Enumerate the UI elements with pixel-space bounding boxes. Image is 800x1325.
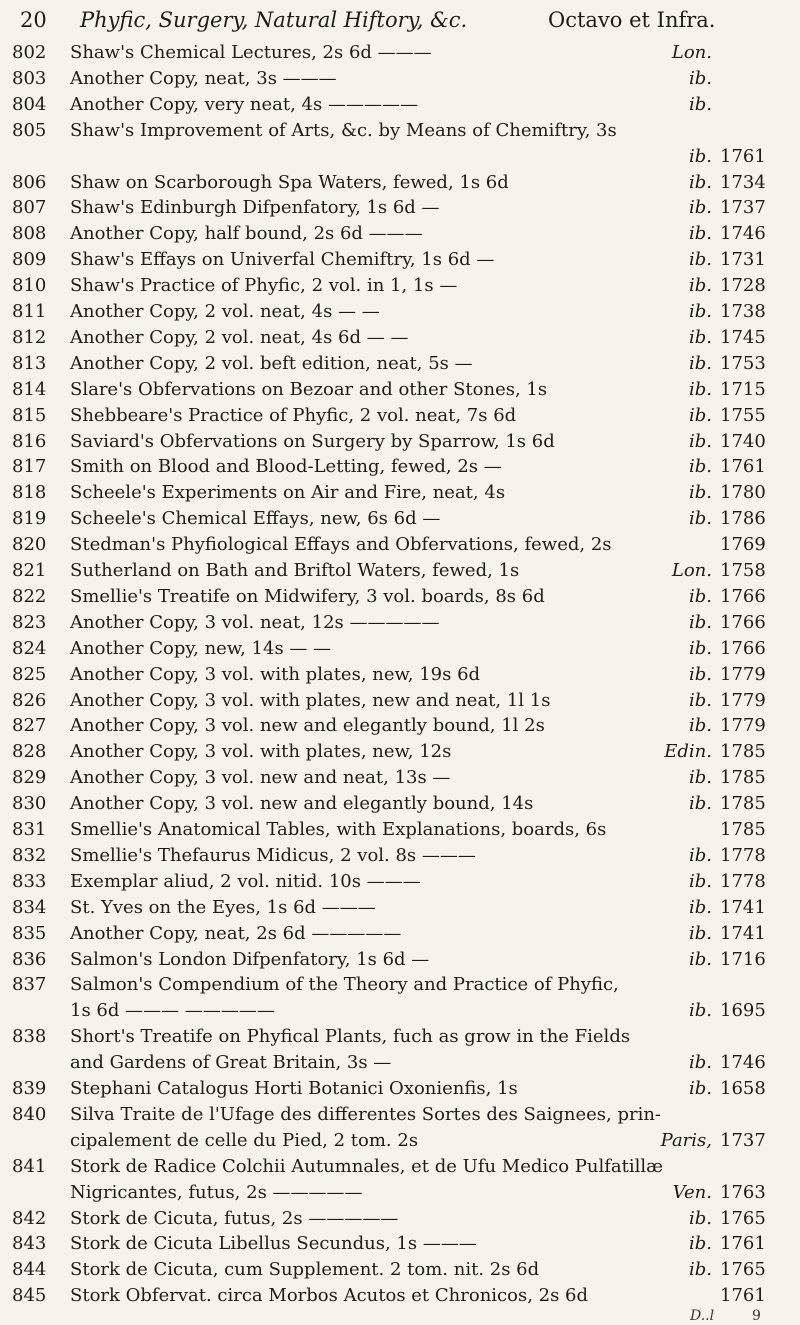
entry-year: 1746: [720, 1052, 766, 1074]
catalogue-entry: [0, 947, 800, 973]
entry-number: 828: [12, 741, 47, 763]
entry-text: Shaw's Improvement of Arts, &c. by Means of Chemiftry, 3s: [70, 119, 617, 141]
entry-place: Lon.: [671, 560, 712, 581]
entry-text: Stedman's Phyfiological Effays and Obfervations, fewed, 2s: [70, 534, 612, 556]
entry-text: Scheele's Experiments on Air and Fire, neat, 4s: [70, 482, 506, 504]
signature-mark: 9: [752, 1308, 761, 1324]
entry-place: ib.: [688, 663, 712, 685]
entry-year: 1745: [720, 326, 766, 348]
catalogue-entry: [0, 118, 800, 144]
entry-text: Another Copy, 3 vol. with plates, new, 19s 6d: [70, 663, 481, 685]
page-header: [0, 0, 800, 40]
entry-year: 1761: [720, 1285, 766, 1307]
catalogue-entry: [0, 921, 800, 947]
entry-place: ib.: [688, 1233, 712, 1255]
catalogue-entry: [0, 1283, 800, 1309]
catalogue-entry: [0, 532, 800, 558]
entry-number: 840: [12, 1103, 47, 1125]
entry-text: Smellie's Thefaurus Midicus, 2 vol. 8s ———: [70, 844, 476, 866]
entry-place: ib.: [688, 456, 712, 478]
entry-year: 1741: [720, 922, 766, 944]
catalogue-entry: [0, 817, 800, 843]
entry-number: 845: [12, 1285, 47, 1307]
entry-number: 823: [12, 611, 47, 633]
running-title: Phyfic, Surgery, Natural Hiftory, &c.: [80, 8, 468, 32]
entry-place: Lon.: [671, 42, 712, 63]
catalogue-entry: [0, 1102, 800, 1128]
entry-place: ib.: [688, 689, 712, 711]
entry-number: 830: [12, 793, 47, 815]
catalogue-entry: [0, 247, 800, 273]
catalogue-entry: [0, 273, 800, 299]
entry-year: 1758: [720, 560, 766, 581]
entry-text: Shaw on Scarborough Spa Waters, fewed, 1s 6d: [70, 171, 509, 193]
entry-text: Stork Obfervat. circa Morbos Acutos et Chronicos, 2s 6d: [70, 1285, 589, 1307]
entry-year: 1738: [720, 301, 766, 322]
catalogue-entry: [0, 325, 800, 351]
catchword: D..l: [690, 1308, 715, 1324]
entry-number: 838: [12, 1026, 47, 1048]
catalogue-entry: [0, 221, 800, 247]
entry-number: 825: [12, 663, 47, 685]
entry-text: Stork de Radice Colchii Autumnales, et de Ufu Medico Pulfatillæ: [70, 1155, 664, 1177]
entry-place: ib.: [688, 1052, 712, 1074]
entry-place: ib.: [688, 585, 712, 607]
entry-year: 1753: [720, 352, 766, 374]
entry-text: Shaw's Chemical Lectures, 2s 6d ———: [70, 42, 432, 63]
entry-year: 1778: [720, 870, 766, 892]
entry-number: 829: [12, 767, 47, 789]
catalogue-entry: [0, 144, 800, 170]
catalogue-entry: [0, 1128, 800, 1154]
entry-number: 818: [12, 482, 47, 504]
entry-number: 809: [12, 249, 47, 271]
entry-year: 1734: [720, 171, 766, 193]
catalogue-entry: [0, 429, 800, 455]
entry-year: 1785: [720, 793, 766, 815]
entry-text: Sutherland on Bath and Briftol Waters, fewed, 1s: [70, 560, 520, 581]
catalogue-entry: [0, 1154, 800, 1180]
catalogue-entry: [0, 1206, 800, 1232]
catalogue-entry: [0, 454, 800, 480]
entry-text: Another Copy, half bound, 2s 6d ———: [70, 223, 423, 245]
entry-place: ib.: [688, 793, 712, 815]
entry-text: Salmon's London Difpenfatory, 1s 6d —: [70, 948, 430, 970]
entry-year: 1755: [720, 404, 766, 426]
entry-year: 1746: [720, 223, 766, 245]
catalogue-entry: [0, 1024, 800, 1050]
catalogue-entry: [0, 1257, 800, 1283]
entry-place: Ven.: [672, 1181, 712, 1203]
entry-number: 806: [12, 171, 47, 193]
entry-place: ib.: [688, 844, 712, 866]
catalogue-entry: [0, 66, 800, 92]
entry-place: ib.: [688, 1207, 712, 1229]
entry-place: Paris,: [660, 1129, 712, 1151]
entry-place: ib.: [688, 1000, 712, 1022]
catalogue-entry: [0, 972, 800, 998]
entry-place: ib.: [688, 145, 712, 167]
entry-number: 815: [12, 404, 47, 426]
entry-number: 808: [12, 223, 47, 245]
entry-place: ib.: [688, 171, 712, 193]
entry-place: ib.: [688, 1078, 712, 1099]
entry-year: 1728: [720, 275, 766, 297]
catalogue-entry: [0, 195, 800, 221]
catalogue-entry: [0, 1050, 800, 1076]
entry-number: 805: [12, 119, 47, 141]
entry-number: 833: [12, 870, 47, 892]
entry-year: 1765: [720, 1207, 766, 1229]
entry-text: Slare's Obfervations on Bezoar and other Stones, 1s: [70, 378, 548, 400]
entry-text: Shaw's Effays on Univerfal Chemiftry, 1s 6d —: [70, 249, 495, 271]
entry-text: St. Yves on the Eyes, 1s 6d ———: [70, 896, 376, 918]
entry-text: Saviard's Obfervations on Surgery by Sparrow, 1s 6d: [70, 430, 555, 452]
entry-number: 843: [12, 1233, 47, 1255]
entry-place: ib.: [688, 352, 712, 374]
entry-text: and Gardens of Great Britain, 3s —: [70, 1052, 392, 1074]
entry-number: 803: [12, 67, 47, 89]
entry-text: Another Copy, neat, 3s ———: [70, 67, 337, 89]
catalogue-entry: [0, 480, 800, 506]
entry-text: Another Copy, neat, 2s 6d —————: [70, 922, 402, 944]
entry-year: 1741: [720, 896, 766, 918]
entry-number: 831: [12, 819, 47, 840]
entry-year: 1786: [720, 508, 766, 530]
entry-place: ib.: [688, 482, 712, 504]
entry-number: 832: [12, 844, 47, 866]
entry-place: ib.: [688, 430, 712, 452]
entry-number: 804: [12, 93, 47, 115]
entry-text: Short's Treatife on Phyfical Plants, fuch as grow in the Fields: [70, 1026, 631, 1048]
entry-year: 1779: [720, 663, 766, 685]
entry-year: 1737: [720, 197, 766, 219]
entry-number: 811: [12, 301, 47, 322]
entry-text: Smith on Blood and Blood-Letting, fewed, 2s —: [70, 456, 502, 478]
entry-place: ib.: [688, 922, 712, 944]
entry-year: 1715: [720, 378, 766, 400]
entry-text: Another Copy, 2 vol. neat, 4s 6d — —: [70, 326, 409, 348]
entry-year: 1780: [720, 482, 766, 504]
entry-year: 1716: [720, 948, 766, 970]
entry-text: Another Copy, 3 vol. new and neat, 13s —: [70, 767, 451, 789]
entry-place: ib.: [688, 275, 712, 297]
entry-year: 1779: [720, 715, 766, 737]
catalogue-entry: [0, 40, 800, 66]
entry-text: Another Copy, 3 vol. with plates, new and neat, 1l 1s: [70, 689, 551, 711]
entry-text: Another Copy, 3 vol. neat, 12s —————: [70, 611, 440, 633]
entry-number: 810: [12, 275, 47, 297]
entry-year: 1769: [720, 534, 766, 556]
catalogue-entry: [0, 739, 800, 765]
entry-year: 1766: [720, 585, 766, 607]
catalogue-entry: [0, 558, 800, 584]
page-number: 20: [20, 8, 47, 32]
entry-year: 1779: [720, 689, 766, 711]
entry-year: 1766: [720, 637, 766, 659]
entry-number: 837: [12, 974, 47, 996]
entry-text: Another Copy, 2 vol. beft edition, neat, 5s —: [70, 352, 473, 374]
entry-text: Salmon's Compendium of the Theory and Practice of Phyfic,: [70, 974, 619, 996]
entry-number: 817: [12, 456, 47, 478]
entry-number: 821: [12, 560, 47, 581]
entry-text: Another Copy, 3 vol. new and elegantly bound, 14s: [70, 793, 534, 815]
catalogue-entry: [0, 636, 800, 662]
entry-place: ib.: [688, 637, 712, 659]
entry-place: ib.: [688, 404, 712, 426]
entry-number: 841: [12, 1155, 47, 1177]
entry-place: ib.: [688, 197, 712, 219]
entry-place: ib.: [688, 870, 712, 892]
entry-number: 814: [12, 378, 47, 400]
catalogue-entry: [0, 506, 800, 532]
catalogue-entry: [0, 765, 800, 791]
entry-number: 819: [12, 508, 47, 530]
catalogue-entry: [0, 610, 800, 636]
entry-place: ib.: [688, 249, 712, 271]
entry-place: ib.: [688, 767, 712, 789]
entry-text: Exemplar aliud, 2 vol. nitid. 10s ———: [70, 870, 421, 892]
entry-number: 822: [12, 585, 47, 607]
entry-year: 1761: [720, 145, 766, 167]
entry-place: ib.: [688, 67, 712, 89]
catalogue-entry: [0, 869, 800, 895]
entry-number: 802: [12, 42, 47, 63]
catalogue-entry: [0, 1180, 800, 1206]
entry-text: Stork de Cicuta Libellus Secundus, 1s ———: [70, 1233, 477, 1255]
entry-year: 1785: [720, 819, 766, 840]
entry-text: Stork de Cicuta, futus, 2s —————: [70, 1207, 399, 1229]
catalogue-entry: [0, 998, 800, 1024]
catalogue-entry: [0, 170, 800, 196]
entry-year: 1763: [720, 1181, 766, 1203]
entry-place: ib.: [688, 508, 712, 530]
entry-place: ib.: [688, 378, 712, 400]
entry-number: 842: [12, 1207, 47, 1229]
entry-text: Smellie's Treatife on Midwifery, 3 vol. boards, 8s 6d: [70, 585, 545, 607]
entry-number: 816: [12, 430, 47, 452]
entry-text: Silva Traite de l'Ufage des differentes Sortes des Saignees, prin-: [70, 1103, 662, 1125]
entry-place: ib.: [688, 93, 712, 115]
entry-year: 1785: [720, 741, 766, 763]
entry-number: 839: [12, 1078, 47, 1099]
entry-year: 1765: [720, 1259, 766, 1281]
entry-text: Stork de Cicuta, cum Supplement. 2 tom. nit. 2s 6d: [70, 1259, 540, 1281]
catalogue-entry: [0, 377, 800, 403]
entry-place: ib.: [688, 896, 712, 918]
entry-number: 844: [12, 1259, 47, 1281]
entry-number: 820: [12, 534, 47, 556]
entry-year: 1761: [720, 456, 766, 478]
entry-number: 807: [12, 197, 47, 219]
entry-number: 824: [12, 637, 47, 659]
entry-number: 835: [12, 922, 47, 944]
catalogue-entry: [0, 1076, 800, 1102]
entry-text: Another Copy, 3 vol. new and elegantly bound, 1l 2s: [70, 715, 545, 737]
entry-year: 1695: [720, 1000, 766, 1022]
entry-year: 1658: [720, 1078, 766, 1099]
entry-year: 1761: [720, 1233, 766, 1255]
entry-place: ib.: [688, 948, 712, 970]
entry-text: Another Copy, new, 14s — —: [70, 637, 332, 659]
catalogue-entry: [0, 1231, 800, 1257]
entry-text: Stephani Catalogus Horti Botanici Oxonienfis, 1s: [70, 1078, 518, 1099]
catalogue-entry: [0, 92, 800, 118]
catalogue-entry: [0, 584, 800, 610]
entry-text: Another Copy, 2 vol. neat, 4s — —: [70, 301, 380, 322]
entry-year: 1766: [720, 611, 766, 633]
entry-place: ib.: [688, 715, 712, 737]
entry-year: 1785: [720, 767, 766, 789]
entry-text: Shaw's Edinburgh Difpenfatory, 1s 6d —: [70, 197, 440, 219]
page-footer: [0, 1308, 800, 1325]
entry-number: 812: [12, 326, 47, 348]
entry-place: Edin.: [664, 741, 712, 763]
entry-number: 827: [12, 715, 47, 737]
entry-text: Another Copy, very neat, 4s —————: [70, 93, 418, 115]
catalogue-entry: [0, 688, 800, 714]
entry-text: cipalement de celle du Pied, 2 tom. 2s: [70, 1129, 419, 1151]
catalogue-entry: [0, 299, 800, 325]
catalogue-entry: [0, 713, 800, 739]
catalogue-entry: [0, 895, 800, 921]
catalogue-entry: [0, 351, 800, 377]
catalogue-entry: [0, 403, 800, 429]
entry-place: ib.: [688, 611, 712, 633]
entry-year: 1731: [720, 249, 766, 271]
entry-text: Nigricantes, futus, 2s —————: [70, 1181, 363, 1203]
entry-text: Scheele's Chemical Effays, new, 6s 6d —: [70, 508, 441, 530]
entry-place: ib.: [688, 1259, 712, 1281]
entry-text: Shebbeare's Practice of Phyfic, 2 vol. neat, 7s 6d: [70, 404, 517, 426]
entry-text: Shaw's Practice of Phyfic, 2 vol. in 1, 1s —: [70, 275, 458, 297]
entry-number: 836: [12, 948, 47, 970]
catalogue-entry: [0, 843, 800, 869]
entry-text: Another Copy, 3 vol. with plates, new, 12s: [70, 741, 452, 763]
format-label: Octavo et Infra.: [548, 8, 716, 32]
entry-year: 1737: [720, 1129, 766, 1151]
entry-text: Smellie's Anatomical Tables, with Explanations, boards, 6s: [70, 819, 607, 840]
entry-place: ib.: [688, 326, 712, 348]
entry-year: 1740: [720, 430, 766, 452]
entry-text: 1s 6d ——— —————: [70, 1000, 275, 1022]
entry-number: 834: [12, 896, 47, 918]
entry-number: 813: [12, 352, 47, 374]
catalogue-entry: [0, 662, 800, 688]
entry-year: 1778: [720, 844, 766, 866]
entry-place: ib.: [688, 301, 712, 322]
entry-place: ib.: [688, 223, 712, 245]
catalogue-entry: [0, 791, 800, 817]
entry-number: 826: [12, 689, 47, 711]
